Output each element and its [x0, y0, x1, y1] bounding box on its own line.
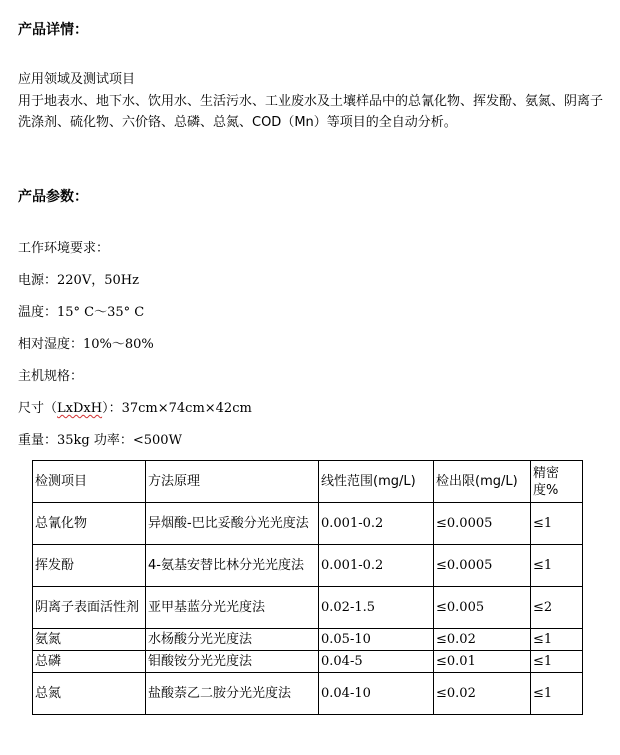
table-header-row — [33, 461, 583, 503]
cell-detection-limit: ≤0.01 — [434, 651, 531, 673]
header-linear-range: 线性范围(mg/L) — [319, 461, 434, 503]
size-spec — [18, 397, 252, 416]
cell-precision: ≤1 — [531, 545, 583, 587]
cell-precision: ≤1 — [531, 629, 583, 651]
cell-item: 总氮 — [33, 673, 146, 715]
environment-label: 工作环境要求： — [18, 241, 110, 256]
product-details-heading: 产品详情： — [18, 22, 88, 38]
cell-item: 总磷 — [33, 651, 146, 673]
application-description: 用于地表水、地下水、饮用水、生活污水、工业废水及土壤样品中的总氰化物、挥发酚、氨氮、阴离子洗涤剂、硫化物、六价铬、总磷、总氮、COD（Mn）等项目的全自动分析。 — [18, 94, 604, 130]
table-row — [33, 503, 583, 545]
cell-linear-range: 0.04-5 — [319, 651, 434, 673]
size-suffix: ）：37cm×74cm×42cm — [102, 401, 252, 416]
size-prefix: 尺寸（ — [18, 401, 58, 416]
table-row — [33, 651, 583, 673]
cell-method: 盐酸萘乙二胺分光光度法 — [146, 673, 319, 715]
cell-detection-limit: ≤0.005 — [434, 587, 531, 629]
cell-item: 总氰化物 — [33, 503, 146, 545]
cell-linear-range: 0.02-1.5 — [319, 587, 434, 629]
cell-method: 4-氨基安替比林分光光度法 — [146, 545, 319, 587]
cell-item: 阴离子表面活性剂 — [33, 587, 146, 629]
table-row — [33, 587, 583, 629]
cell-item: 挥发酚 — [33, 545, 146, 587]
header-precision: 精密度% — [531, 461, 583, 503]
cell-linear-range: 0.04-10 — [319, 673, 434, 715]
cell-linear-range: 0.05-10 — [319, 629, 434, 651]
cell-detection-limit: ≤0.02 — [434, 629, 531, 651]
cell-linear-range: 0.001-0.2 — [319, 503, 434, 545]
table-row — [33, 629, 583, 651]
cell-method: 钼酸铵分光光度法 — [146, 651, 319, 673]
header-item: 检测项目 — [33, 461, 146, 503]
power-spec: 电源：220V，50Hz — [18, 273, 139, 288]
cell-method: 异烟酸-巴比妥酸分光光度法 — [146, 503, 319, 545]
cell-precision: ≤1 — [531, 503, 583, 545]
cell-precision: ≤1 — [531, 673, 583, 715]
weight-power-spec: 重量：35kg 功率：<500W — [18, 433, 182, 448]
cell-precision: ≤2 — [531, 587, 583, 629]
table-row — [33, 673, 583, 715]
cell-detection-limit: ≤0.0005 — [434, 545, 531, 587]
spec-table — [32, 460, 583, 715]
size-code: LxDxH — [57, 401, 103, 416]
cell-precision: ≤1 — [531, 651, 583, 673]
humidity-spec: 相对湿度：10%～80% — [18, 337, 154, 352]
header-detection-limit: 检出限(mg/L) — [434, 461, 531, 503]
application-fields-label: 应用领域及测试项目 — [18, 72, 136, 87]
cell-detection-limit: ≤0.0005 — [434, 503, 531, 545]
cell-item: 氨氮 — [33, 629, 146, 651]
host-spec-label: 主机规格： — [18, 369, 84, 384]
cell-linear-range: 0.001-0.2 — [319, 545, 434, 587]
cell-method: 水杨酸分光光度法 — [146, 629, 319, 651]
product-params-heading: 产品参数： — [18, 189, 88, 205]
cell-method: 亚甲基蓝分光光度法 — [146, 587, 319, 629]
cell-detection-limit: ≤0.02 — [434, 673, 531, 715]
table-row — [33, 545, 583, 587]
temperature-spec: 温度：15° C～35° C — [18, 305, 145, 320]
header-method: 方法原理 — [146, 461, 319, 503]
